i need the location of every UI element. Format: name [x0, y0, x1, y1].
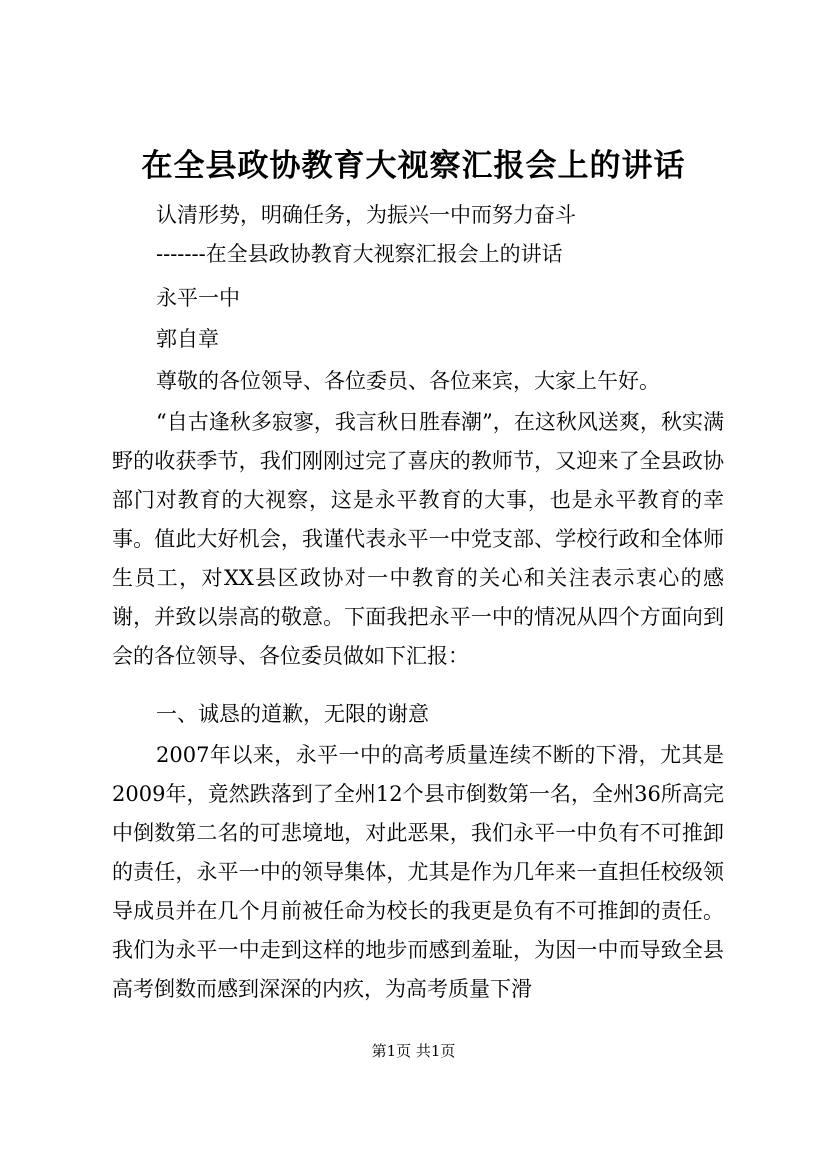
body-paragraph-2: 2007年以来，永平一中的高考质量连续不断的下滑，尤其是2009年，竟然跌落到了全州12个县市倒数第一名，全州36所高完中倒数第二名的可悲境地，对此恶果，我们永平一中负有不可推卸的责任，永平一中的领导集体，尤其是作为几年来一直担任校级领导成员并在几个月前被任命为校长的我更是负有不可推卸的责任。我们为永平一中走到这样的地步而感到羞耻，为因一中而导致全县高考倒数而感到深深的内疚，为高考质量下滑 [112, 743, 724, 1001]
greeting: 尊敬的各位领导、各位委员、各位来宾，大家上午好。 [156, 369, 660, 393]
author-name: 郭自章 [156, 327, 219, 351]
body-paragraph-1: “自古逢秋多寂寥，我言秋日胜春潮”，在这秋风送爽，秋实满野的收获季节，我们刚刚过完了喜庆的教师节，又迎来了全县政协部门对教育的大视察，这是永平教育的大事，也是永平教育的幸事。值此大好机会，我谨代表永平一中党支部、学校行政和全体师生员工，对XX县区政协对一中教育的关心和关注表示衷心的感谢，并致以崇高的敬意。下面我把永平一中的情况从四个方面向到会的各位领导、各位委员做如下汇报： [112, 410, 724, 668]
subtitle-source: -------在全县政协教育大视察汇报会上的讲话 [156, 242, 563, 266]
school-name: 永平一中 [156, 286, 240, 310]
subtitle: 认清形势，明确任务，为振兴一中而努力奋斗 [156, 203, 576, 227]
page-title: 在全县政协教育大视察汇报会上的讲话 [141, 148, 686, 184]
section-heading-1: 一、诚恳的道歉，无限的谢意 [156, 702, 429, 726]
page-footer: 第1页 共1页 [371, 1042, 456, 1060]
